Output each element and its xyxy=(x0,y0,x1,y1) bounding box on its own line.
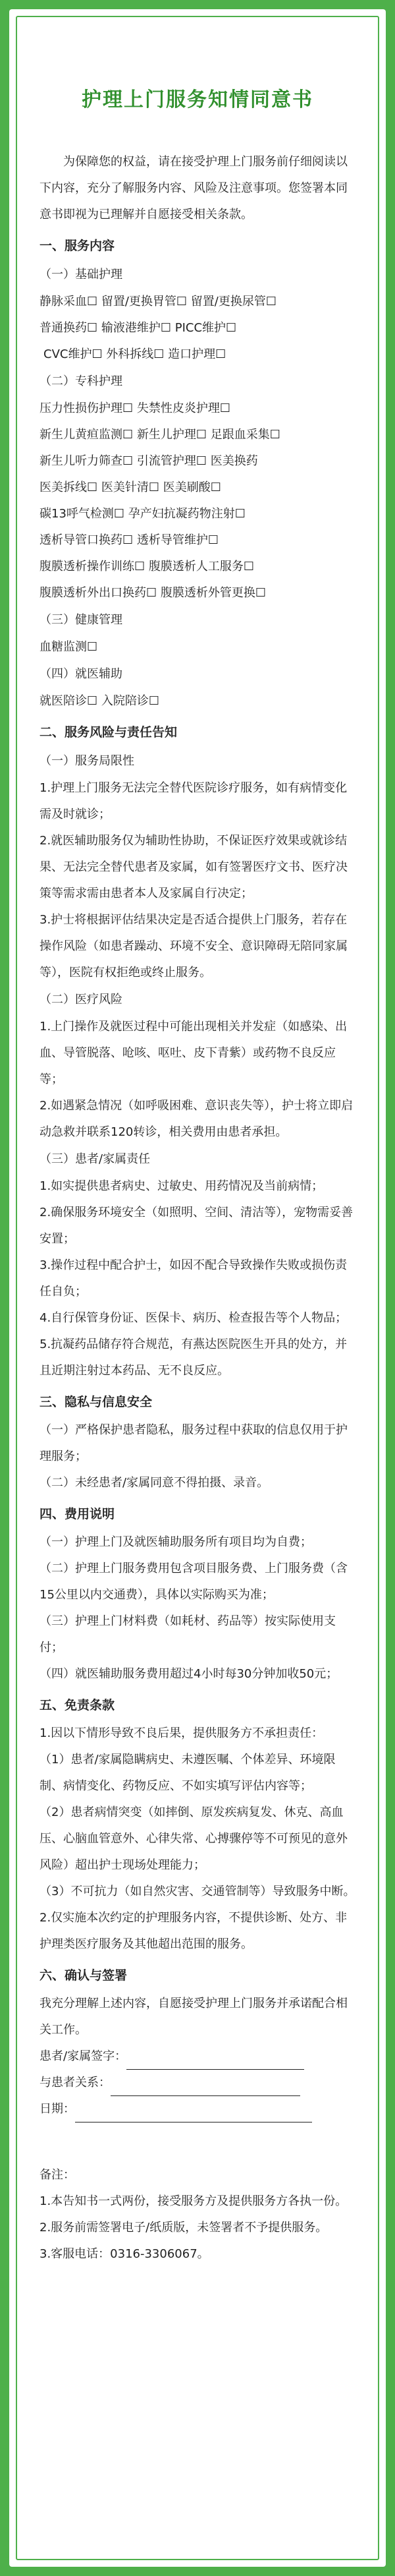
signature-row-date xyxy=(40,2096,356,2122)
specialty-care-line: 腹膜透析外出口换药☐ 腹膜透析外管更换☐ xyxy=(40,586,266,600)
relation-label: 与患者关系： xyxy=(40,2076,111,2090)
subheading-patient-duty: （三）患者/家属责任 xyxy=(40,1152,151,1166)
date-label: 日期： xyxy=(40,2102,75,2116)
specialty-care-line: 新生儿听力筛查☐ 引流管护理☐ 医美换药 xyxy=(40,454,258,468)
medical-risk-paragraph: 1.上门操作及就医过程中可能出现相关并发症（如感染、出血、导管脱落、呛咳、呕吐、皮下青紫）或药物不良反应等； xyxy=(40,1020,348,1086)
section-heading-fees: 四、费用说明 xyxy=(40,1507,115,1521)
date-field[interactable] xyxy=(75,2105,312,2122)
limit-paragraph: 3.护士将根据评估结果决定是否适合提供上门服务，若存在操作风险（如患者躁动、环境不安全、意识障碍无陪同家属等），医院有权拒绝或终止服务。 xyxy=(40,913,348,980)
subheading-medical-assistance: （四）就医辅助 xyxy=(40,667,122,681)
disclaimer-paragraph: 2.仅实施本次约定的护理服务内容，不提供诊断、处方、非护理类医疗服务及其他超出范围的服务。 xyxy=(40,1911,348,1951)
subheading-medical-risk: （二）医疗风险 xyxy=(40,993,122,1007)
fee-paragraph: （一）护理上门及就医辅助服务所有项目均为自费； xyxy=(40,1535,312,1549)
note-line: 1.本告知书一式两份，接受服务方及提供服务方各执一份。 xyxy=(40,2194,348,2208)
section-heading-confirmation: 六、确认与签署 xyxy=(40,1968,128,1983)
subheading-service-limits: （一）服务局限性 xyxy=(40,754,134,768)
disclaimer-paragraph: （2）患者病情突变（如摔倒、原发疾病复发、休克、高血压、心脑血管意外、心律失常、心搏骤停等不可预见的意外风险）超出护士现场处理能力； xyxy=(40,1805,348,1872)
subheading-basic-care: （一）基础护理 xyxy=(40,268,122,281)
disclaimer-paragraph: （3）不可抗力（如自然灾害、交通管制等）导致服务中断。 xyxy=(40,1885,356,1898)
basic-care-line: CVC维护☐ 外科拆线☐ 造口护理☐ xyxy=(43,347,226,361)
limit-paragraph: 1.护理上门服务无法完全替代医院诊疗服务，如有病情变化需及时就诊； xyxy=(40,781,348,821)
duty-paragraph: 3.操作过程中配合护士，如因不配合导致操作失败或损伤责任自负； xyxy=(40,1258,348,1299)
signature-field-patient[interactable] xyxy=(126,2052,304,2070)
relation-field[interactable] xyxy=(111,2078,300,2096)
fee-paragraph: （二）护理上门服务费用包含项目服务费、上门服务费（含15公里以内交通费），具体以实际购买为准； xyxy=(40,1562,348,1602)
limit-paragraph: 2.就医辅助服务仅为辅助性协助，不保证医疗效果或就诊结果、无法完全替代患者及家属，如有签署医疗文书、医疗决策等需求需由患者本人及家属自行决定； xyxy=(40,834,348,900)
section-heading-risk-notice: 二、服务风险与责任告知 xyxy=(40,725,178,740)
document-border xyxy=(16,16,379,2560)
intro-paragraph: 为保障您的权益，请在接受护理上门服务前仔细阅读以下内容，充分了解服务内容、风险及注意事项。您签署本同意书即视为已理解并自愿接受相关条款。 xyxy=(40,155,348,221)
notes-heading: 备注： xyxy=(40,2168,75,2182)
health-management-line: 血糖监测☐ xyxy=(40,640,98,654)
privacy-paragraph: （一）严格保护患者隐私，服务过程中获取的信息仅用于护理服务； xyxy=(40,1423,348,1463)
document-title: 护理上门服务知情同意书 xyxy=(82,88,313,111)
duty-paragraph: 2.确保服务环境安全（如照明、空间、清洁等），宠物需妥善安置； xyxy=(40,1206,354,1246)
disclaimer-paragraph: 1.因以下情形导致不良后果，提供服务方不承担责任： xyxy=(40,1726,324,1740)
section-heading-privacy: 三、隐私与信息安全 xyxy=(40,1395,153,1409)
privacy-paragraph: （二）未经患者/家属同意不得拍摄、录音。 xyxy=(40,1476,269,1490)
duty-paragraph: 5.抗凝药品储存符合规范，有燕达医院医生开具的处方，并且近期注射过本药品、无不良反应。 xyxy=(40,1337,348,1378)
specialty-care-line: 透析导管口换药☐ 透析导管维护☐ xyxy=(40,533,219,547)
medical-risk-paragraph: 2.如遇紧急情况（如呼吸困难、意识丧失等），护士将立即启动急救并联系120转诊，相关费用由患者承担。 xyxy=(40,1099,354,1139)
document-frame xyxy=(9,9,386,2567)
section-heading-disclaimer: 五、免责条款 xyxy=(40,1698,115,1712)
signature-row-patient xyxy=(40,2043,356,2070)
confirmation-statement: 我充分理解上述内容，自愿接受护理上门服务并承诺配合相关工作。 xyxy=(40,1997,348,2037)
disclaimer-paragraph: （1）患者/家属隐瞒病史、未遵医嘱、个体差异、环境限制、病情变化、药物反应、不如实填写评估内容等； xyxy=(40,1753,336,1793)
specialty-care-line: 碳13呼气检测☐ 孕产妇抗凝药物注射☐ xyxy=(40,507,246,521)
fee-paragraph: （三）护理上门材料费（如耗材、药品等）按实际使用支付； xyxy=(40,1614,336,1654)
note-line: 2.服务前需签署电子/纸质版，未签署者不予提供服务。 xyxy=(40,2221,328,2235)
subheading-specialty-care: （二）专科护理 xyxy=(40,374,122,388)
specialty-care-line: 新生儿黄疸监测☐ 新生儿护理☐ 足跟血采集☐ xyxy=(40,428,280,442)
note-line: 3.客服电话：0316-3306067。 xyxy=(40,2247,209,2261)
subheading-health-management: （三）健康管理 xyxy=(40,613,122,627)
fee-paragraph: （四）就医辅助服务费用超过4小时每30分钟加收50元； xyxy=(40,1667,338,1681)
medical-assistance-line: 就医陪诊☐ 入院陪诊☐ xyxy=(40,694,159,708)
specialty-care-line: 压力性损伤护理☐ 失禁性皮炎护理☐ xyxy=(40,401,230,415)
basic-care-line: 静脉采血☐ 留置/更换胃管☐ 留置/更换尿管☐ xyxy=(40,295,276,308)
specialty-care-line: 腹膜透析操作训练☐ 腹膜透析人工服务☐ xyxy=(40,560,254,573)
signature-row-relation xyxy=(40,2070,356,2096)
duty-paragraph: 1.如实提供患者病史、过敏史、用药情况及当前病情； xyxy=(40,1179,324,1193)
specialty-care-line: 医美拆线☐ 医美针清☐ 医美刷酸☐ xyxy=(40,481,221,494)
duty-paragraph: 4.自行保管身份证、医保卡、病历、检查报告等个人物品； xyxy=(40,1311,348,1325)
basic-care-line: 普通换药☐ 输液港维护☐ PICC维护☐ xyxy=(40,321,237,335)
signature-label: 患者/家属签字： xyxy=(40,2049,127,2063)
section-heading-service-content: 一、服务内容 xyxy=(40,239,115,253)
